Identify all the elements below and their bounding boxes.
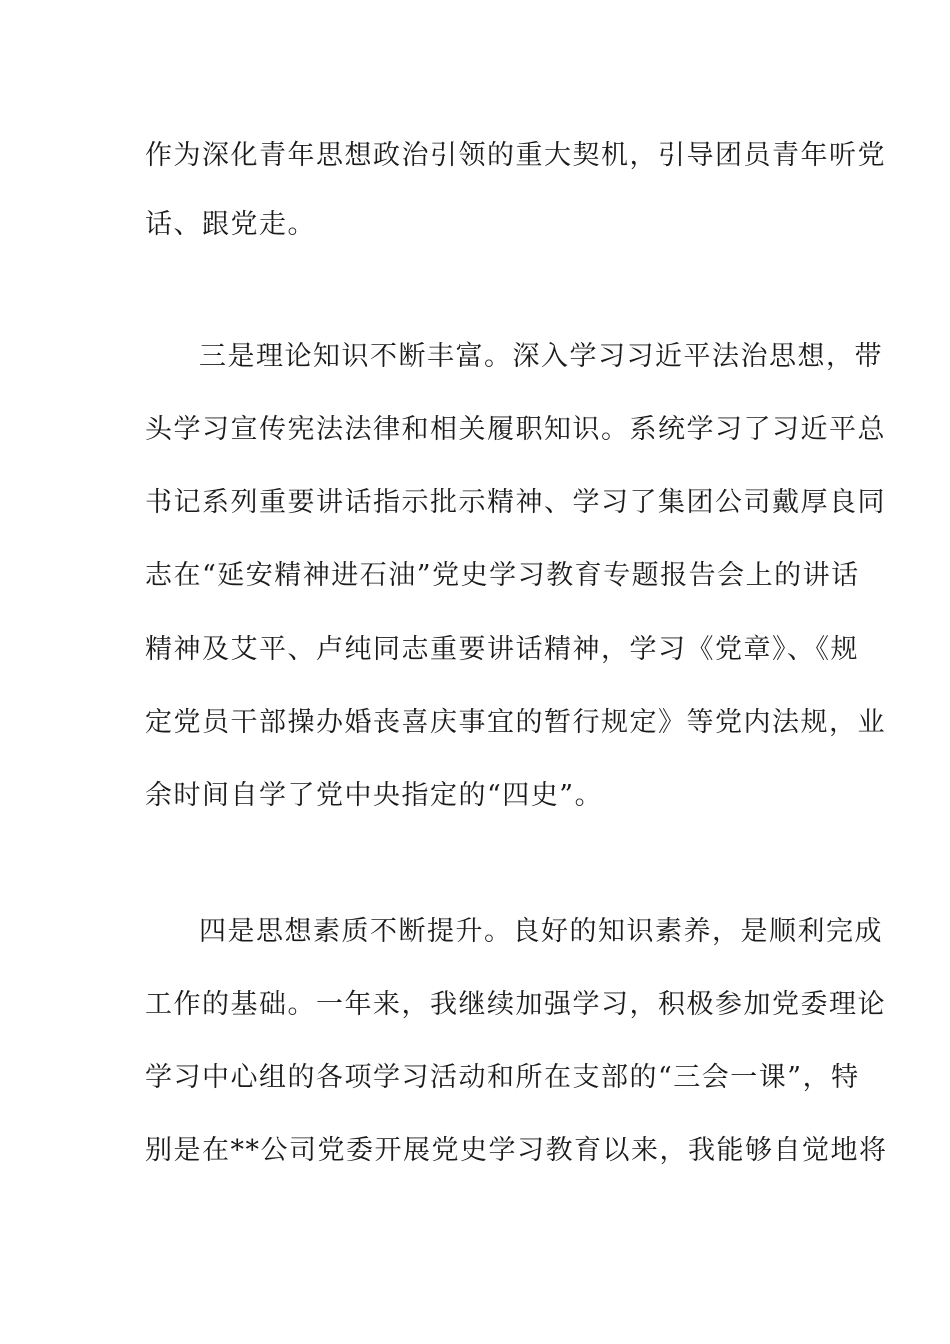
text-line: 工作的基础。一年来，我继续加强学习，积极参加党委理论: [145, 989, 886, 1020]
text-line: 学习中心组的各项学习活动和所在支部的“三会一课”，特: [145, 1062, 860, 1093]
text-line: 别是在**公司党委开展党史学习教育以来，我能够自觉地将: [145, 1135, 888, 1166]
text-line: 三是理论知识不断丰富。深入学习习近平法治思想，带: [199, 341, 883, 372]
text-line: 志在“延安精神进石油”党史学习教育专题报告会上的讲话: [145, 560, 860, 591]
text-line: 四是思想素质不断提升。良好的知识素养，是顺利完成: [199, 916, 883, 947]
text-line: 书记系列重要讲话指示批示精神、学习了集团公司戴厚良同: [145, 487, 886, 518]
text-line: 头学习宣传宪法法律和相关履职知识。系统学习了习近平总: [145, 414, 886, 445]
text-line: 作为深化青年思想政治引领的重大契机，引导团员青年听党: [145, 140, 886, 171]
text-line: 话、跟党走。: [145, 209, 316, 240]
text-line: 定党员干部操办婚丧喜庆事宜的暂行规定》等党内法规，业: [145, 707, 886, 738]
text-line: 精神及艾平、卢纯同志重要讲话精神，学习《党章》、《规: [145, 634, 859, 665]
text-line: 余时间自学了党中央指定的“四史”。: [145, 780, 604, 811]
